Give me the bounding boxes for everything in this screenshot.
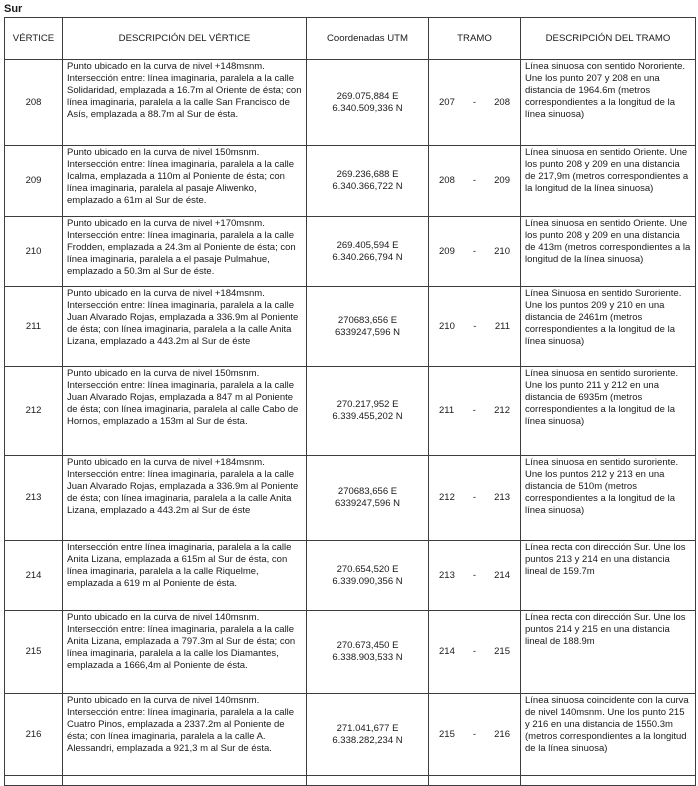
vertice-description: Punto ubicado en la curva de nivel 150msnm. Intersección entre: línea imaginaria, paralela a la calle Icalma, emplazada a 110m al Poniente de ésta; con línea imaginaria, paralela al pasaje Aliwenko, emplazado a 61m al Sur de éste. bbox=[63, 146, 307, 217]
table-row bbox=[5, 694, 696, 776]
tramo-separator: - bbox=[472, 646, 477, 658]
coordinate-east: 269.236,688 E bbox=[336, 169, 399, 181]
tramo-to: 213 bbox=[494, 492, 510, 504]
utm-coordinates-cell bbox=[307, 611, 429, 694]
section-title: Sur bbox=[4, 3, 23, 15]
utm-coordinates-cell bbox=[307, 694, 429, 776]
coordinate-north: 6.338.282,234 N bbox=[332, 734, 403, 746]
vertice-description: Punto ubicado en la curva de nivel 150msnm. Intersección entre: línea imaginaria, paralela a la calle Juan Alvarado Rojas, emplazada a 847 m al Poniente de ésta; con línea imaginaria, paralela al calle Cabo de Hornos, emplazado a 153m al Sur de ésta. bbox=[63, 367, 307, 456]
tramo-cell bbox=[429, 456, 521, 541]
tramo-separator: - bbox=[472, 405, 476, 417]
tramo-from: 208 bbox=[439, 175, 455, 187]
tramo-to: 208 bbox=[494, 96, 510, 108]
tramo-to: 215 bbox=[494, 646, 510, 658]
coordinate-east: 270683,656 E bbox=[337, 486, 398, 498]
tramo-description: Línea recta con dirección Sur. Une los puntos 213 y 214 en una distancia lineal de 159.7m bbox=[521, 541, 696, 611]
vertice-number: 214 bbox=[5, 541, 63, 611]
tramo-description: Línea sinuosa en sentido Oriente. Une los punto 208 y 209 en una distancia de 413m (metros correspondientes a la longitud de la línea sinuosa) bbox=[521, 217, 696, 287]
table-row bbox=[5, 456, 696, 541]
tramo-cell bbox=[429, 541, 521, 611]
tramo-separator: - bbox=[472, 175, 477, 187]
vertices-table bbox=[4, 17, 696, 786]
vertice-description: Intersección entre línea imaginaria, paralela a la calle Anita Lizana, emplazada a 615m al Sur de ésta, con línea imaginaria, paralela a la calle Riquelme, emplazada a 619 m al Poniente de ésta. bbox=[63, 541, 307, 611]
coordinate-north: 6.340.266,794 N bbox=[332, 251, 403, 263]
vertice-number: 212 bbox=[5, 367, 63, 456]
table-row-partial bbox=[5, 776, 696, 786]
tramo-from: 214 bbox=[439, 646, 455, 658]
tramo-cell bbox=[429, 367, 521, 456]
tramo-description: Línea sinuosa en sentido suroriente. Une los puntos 212 y 213 en una distancia de 510m (metros correspondientes a la longitud de la línea sinuosa) bbox=[521, 456, 696, 541]
tramo-from: 215 bbox=[439, 728, 455, 740]
tramo-from: 209 bbox=[439, 245, 455, 257]
tramo-description: Línea sinuosa en sentido Oriente. Une los punto 208 y 209 en una distancia de 217,9m (metros correspondientes a la longitud de la línea sinuosa) bbox=[521, 146, 696, 217]
tramo-separator: - bbox=[472, 245, 477, 257]
empty-cell bbox=[429, 776, 521, 786]
tramo-to: 216 bbox=[494, 728, 510, 740]
table-row bbox=[5, 367, 696, 456]
empty-cell bbox=[5, 776, 63, 786]
table-row bbox=[5, 541, 696, 611]
table-row bbox=[5, 60, 696, 146]
tramo-from: 211 bbox=[439, 405, 455, 417]
coordinate-north: 6.338.903,533 N bbox=[332, 652, 403, 663]
header-coordenadas-utm: Coordenadas UTM bbox=[307, 18, 429, 60]
tramo-description: Línea Sinuosa en sentido Suroriente. Une los puntos 209 y 210 en una distancia de 2461m (metros correspondientes a la longitud de la línea sinuosa) bbox=[521, 287, 696, 367]
utm-coordinates-cell bbox=[307, 541, 429, 611]
vertice-description: Punto ubicado en la curva de nivel 140msnm. Intersección entre: línea imaginaria, paralela a la calle Cuatro Pinos, emplazada a 2337.2m al Poniente de ésta; con línea imaginaria, paralela a la calle A. Alessandri, emplazada a 921,3 m al Sur de ésta. bbox=[63, 694, 307, 776]
tramo-separator: - bbox=[472, 728, 477, 740]
tramo-separator: - bbox=[472, 569, 477, 581]
utm-coordinates-cell bbox=[307, 456, 429, 541]
coordinate-east: 270.217,952 E bbox=[336, 399, 399, 411]
vertice-description: Punto ubicado en la curva de nivel +170msnm. Intersección entre: línea imaginaria, paralela a la calle Frodden, emplazada a 24.3m al Poniente de ésta; con línea imaginaria, paralela a el pasaje Pulmahue, emplazado a 50.3m al Sur de éste. bbox=[63, 217, 307, 287]
tramo-from: 212 bbox=[439, 492, 455, 504]
tramo-description: Línea sinuosa coincidente con la curva de nivel 140msnm. Une los punto 215 y 216 en una distancia de 1550.3m (metros correspondientes a la longitud de la línea sinuosa) bbox=[521, 694, 696, 776]
tramo-separator: - bbox=[472, 492, 477, 504]
vertice-number: 216 bbox=[5, 694, 63, 776]
table-row bbox=[5, 611, 696, 694]
utm-coordinates-cell bbox=[307, 217, 429, 287]
coordinate-east: 270.654,520 E bbox=[336, 563, 399, 575]
utm-coordinates-cell bbox=[307, 287, 429, 367]
vertice-description: Punto ubicado en la curva de nivel 140msnm. Intersección entre: línea imaginaria, paralela a la calle Anita Lizana, emplazada a 797.3m al Sur de ésta; con línea imaginaria, paralela a la calle los Diamantes, emplazada a 1666,4m al Poniente de ésta. bbox=[63, 611, 307, 694]
table-row bbox=[5, 146, 696, 217]
tramo-from: 207 bbox=[439, 96, 455, 108]
coordinate-north: 6.340.509,336 N bbox=[332, 102, 403, 114]
table-row bbox=[5, 287, 696, 367]
tramo-description: Línea sinuosa en sentido suroriente. Une los punto 211 y 212 en una distancia de 6935m (metros correspondientes a la longitud de la línea sinuosa) bbox=[521, 367, 696, 456]
empty-cell bbox=[521, 776, 696, 786]
tramo-to: 210 bbox=[494, 245, 510, 257]
vertice-description: Punto ubicado en la curva de nivel +184msnm. Intersección entre: línea imaginaria, paralela a la calle Juan Alvarado Rojas, emplazada a 336.9m al Poniente de ésta; con línea imaginaria, paralela a la calle Anita Lizana, emplazado a 443.2m al Sur de éste bbox=[63, 456, 307, 541]
tramo-to: 211 bbox=[494, 320, 510, 332]
tramo-cell bbox=[429, 694, 521, 776]
vertice-number: 211 bbox=[5, 287, 63, 367]
tramo-description: Línea sinuosa con sentido Nororiente. Une los punto 207 y 208 en una distancia de 1964.6m (metros correspondientes a la longitud de la línea sinuosa) bbox=[521, 60, 696, 146]
vertice-number: 208 bbox=[5, 60, 63, 146]
utm-coordinates-cell bbox=[307, 367, 429, 456]
tramo-to: 212 bbox=[494, 405, 510, 417]
coordinate-north: 6339247,596 N bbox=[335, 498, 400, 509]
table-header-row bbox=[5, 18, 696, 60]
tramo-cell bbox=[429, 146, 521, 217]
tramo-cell bbox=[429, 60, 521, 146]
tramo-to: 209 bbox=[494, 175, 510, 187]
table-row bbox=[5, 217, 696, 287]
empty-cell bbox=[307, 776, 429, 786]
utm-coordinates-cell bbox=[307, 60, 429, 146]
tramo-from: 210 bbox=[439, 320, 455, 332]
tramo-description: Línea recta con dirección Sur. Une los puntos 214 y 215 en una distancia lineal de 188.9m bbox=[521, 611, 696, 694]
tramo-separator: - bbox=[472, 96, 477, 108]
vertice-number: 210 bbox=[5, 217, 63, 287]
coordinate-north: 6.339.455,202 N bbox=[332, 411, 403, 422]
coordinate-east: 271.041,677 E bbox=[336, 722, 399, 734]
tramo-to: 214 bbox=[494, 569, 510, 581]
table-body bbox=[5, 60, 696, 786]
tramo-cell bbox=[429, 287, 521, 367]
tramo-cell bbox=[429, 611, 521, 694]
coordinate-east: 270683,656 E bbox=[337, 314, 398, 326]
header-descripcion-tramo: DESCRIPCIÓN DEL TRAMO bbox=[521, 18, 696, 60]
coordinate-north: 6339247,596 N bbox=[335, 326, 400, 338]
empty-cell bbox=[63, 776, 307, 786]
vertice-description: Punto ubicado en la curva de nivel +148msnm. Intersección entre: línea imaginaria, paralela a la calle Solidaridad, emplazada a 16.7m al Oriente de ésta; con línea imaginaria, paralela a la calle San Francisco de Asís, emplazada a 88.7m al Sur de ésta. bbox=[63, 60, 307, 146]
tramo-cell bbox=[429, 217, 521, 287]
coordinate-east: 269.075,884 E bbox=[336, 90, 399, 102]
vertice-number: 215 bbox=[5, 611, 63, 694]
vertice-number: 209 bbox=[5, 146, 63, 217]
tramo-from: 213 bbox=[439, 569, 455, 581]
header-vertice: VÉRTICE bbox=[5, 18, 63, 60]
coordinate-north: 6.339.090,356 N bbox=[332, 575, 403, 587]
header-tramo: TRAMO bbox=[429, 18, 521, 60]
coordinate-east: 270.673,450 E bbox=[336, 640, 399, 652]
header-descripcion-vertice: DESCRIPCIÓN DEL VÉRTICE bbox=[63, 18, 307, 60]
tramo-separator: - bbox=[473, 320, 477, 332]
vertice-description: Punto ubicado en la curva de nivel +184msnm. Intersección entre: línea imaginaria, paralela a la calle Juan Alvarado Rojas, emplazada a 336.9m al Poniente de ésta; con línea imaginaria, paralela a la calle Anita Lizana, emplazado a 443.2m al Sur de éste bbox=[63, 287, 307, 367]
coordinate-east: 269.405,594 E bbox=[336, 239, 399, 251]
utm-coordinates-cell bbox=[307, 146, 429, 217]
coordinate-north: 6.340.366,722 N bbox=[332, 181, 403, 192]
vertice-number: 213 bbox=[5, 456, 63, 541]
